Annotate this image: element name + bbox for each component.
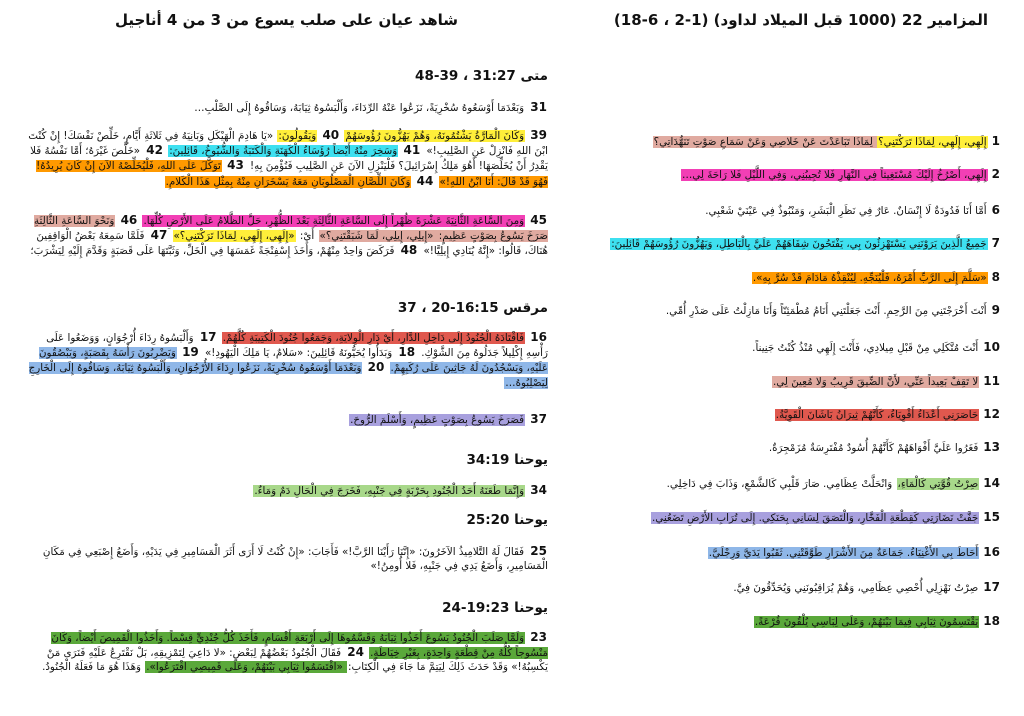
verse-text: أَيْ: <box>296 230 318 243</box>
gospel-paragraph <box>24 544 548 573</box>
verse-text: إِلَهِي، إِلَهِي، لِمَاذَا تَرَكْتَنِي؟ <box>878 136 987 148</box>
gospel-paragraph <box>24 483 548 498</box>
verse-text: فَصَرَخَ يَسُوعُ بِصَوْتٍ عَظِيمٍ، وَأَسْلَمَ الرُّوحَ. <box>350 414 525 426</box>
psalm-verse <box>562 167 1000 182</box>
psalm-verse <box>562 407 1000 422</box>
psalm-verse <box>562 270 1000 285</box>
psalm-verse-number: 14 <box>983 476 1000 490</box>
psalm-verse <box>562 476 1000 491</box>
verse-text: وَإِنَّمَا طَعَنَهُ أَحَدُ الْجُنُودِ بِحَرْبَةٍ فِي جَنْبِهِ، فَخَرَجَ فِي الْحَالِ دَمٌ وَمَاءٌ. <box>254 485 525 497</box>
psalm-verse-number: 12 <box>983 407 1000 421</box>
gospels-title: شاهد عيان على صلب يسوع من 3 من 4 أناجيل <box>114 11 458 29</box>
psalm-verse <box>562 134 1000 149</box>
verse-number: 24 <box>343 645 369 660</box>
verse-text: فَقَالَ لَهُ التَّلامِيذُ الآخَرُونَ: «إِنَّنَا رَأَيْنَا الرَّبَّ!» فَأَجَابَ: «إِنْ كُنْتُ لَا أَرَى أَثَرَ الْمَسَامِيرِ فِي يَدَيْهِ، وَأَضَعُ إِصْبَعِي فِي مَكَانِ الْمَسَامِيرِ، وَأَضَعُ يَدِي فِي جَنْبِهِ، فَلا أُومِنُ!» <box>42 546 548 573</box>
psalm-verse <box>562 545 1000 560</box>
verse-text: وَكَانَ اللِّصَّانِ الْمَصْلُوبَانِ مَعَهُ يَسْخَرَانِ مِنْهُ بِمِثْلِ هَذَا الْكَلامِ. <box>165 175 411 188</box>
verse-text: حَاصَرَنِي أَعْدَاءُ أَقْوِيَاءُ، كَأَنَّهُمْ ثِيرَانُ بَاشَانَ الْقَوِيَّةُ. <box>775 409 979 421</box>
verse-text: وَبَعْدَمَا أَوْسَعُوهُ سُخْرِيَةً، نَزَعُوا رِدَاءَ الأُرْجُوَانِ، وَأَلْبَسُوهُ ثِيَابَهُ، وَسَاقُوهُ إِلَى الْخَارِجِ لِيَصْلِبُوهُ… <box>28 362 548 389</box>
verse-number: 20 <box>363 360 389 375</box>
psalm-verse-number: 7 <box>991 236 1000 250</box>
gospel-paragraph <box>24 330 548 390</box>
verse-number: 40 <box>318 128 344 142</box>
psalm-verse-number: 2 <box>991 167 1000 181</box>
psalm-verse <box>562 340 1000 355</box>
gospel-paragraph <box>24 100 548 115</box>
psalm-verse <box>562 303 1000 318</box>
verse-text: جَمِيعُ الَّذِينَ يَرَوْنَنِي يَسْتَهْزِئُونَ بِي، يَفْتَحُونَ شِفَاهَهُمْ عَلَيَّ بِالْبَاطِلِ، وَيَهُزُّونَ رُؤُوسَهُمْ قَائِلِينَ: <box>611 238 987 250</box>
verse-text: وَكَانَ الْمَارَّةُ يَشْتُمُونَهُ، وَهُمْ يَهُزُّونَ رُؤُوسَهُمْ <box>345 130 525 142</box>
gospel-reference: متى 31:27 ، 39-48 <box>415 68 548 84</box>
verse-text: وَبَعْدَمَا أَوْسَعُوهُ سُخْرِيَةً، نَزَعُوا عَنْهُ الرِّدَاءَ، وَأَلْبَسُوهُ ثِيَابَهُ، وَسَاقُوهُ إِلَى الصَّلْبِ… <box>194 102 525 114</box>
verse-text: وَأَلْبَسُوهُ رِدَاءَ أُرْجُوَانٍ، وَوَضَعُوا عَلَى رَأْسِهِ إِكْلِيلاً جَدَلُوهُ مِنَ الشَّوْكِ. <box>46 332 548 360</box>
psalm-verse-number: 8 <box>991 270 1000 284</box>
verse-number: 25 <box>526 544 547 558</box>
gospel-paragraph <box>24 213 548 259</box>
psalm-verse-number: 13 <box>983 440 1000 454</box>
gospel-paragraph <box>24 412 548 427</box>
psalm-title: المزامير 22 (1000 قبل الميلاد لداود) (1-2 ، 6-18) <box>613 11 988 29</box>
verse-text: وَنَحْوَ السَّاعَةِ الثَّالِثَةِ صَرَخَ يَسُوعُ بِصَوْتٍ عَظِيمٍ: <box>34 215 548 243</box>
psalm-verse <box>562 614 1000 629</box>
gospel-reference: يوحنا 19:23-24 <box>442 600 548 616</box>
verse-text: لِمَاذَا تَبَاعَدْتَ عَنْ خَلاصِي وَعَنْ سَمَاعِ صَوْتِ تَنَهُّدَاتِي؟ <box>653 136 877 148</box>
psalm-verse-number: 9 <box>991 303 1000 317</box>
verse-text: فَلَمَّا سَمِعَهُ بَعْضُ الْوَاقِفِينَ هُنَاكَ، قَالُوا: «إِنَّهُ يُنَادِي إِيلِيَّا!» <box>36 230 548 258</box>
psalm-verse-number: 10 <box>983 340 1000 354</box>
psalm-verse <box>562 510 1000 525</box>
verse-text: «إِلَهِي، إِلَهِي، لِمَاذَا تَرَكْتَنِي؟» <box>173 230 295 243</box>
verse-number: 47 <box>146 228 172 243</box>
gospel-reference: يوحنا 25:20 <box>466 512 548 528</box>
verse-text: «إِيلِي، إِيلِي، لَمَا شَبَقْتَنِي؟» <box>319 230 437 243</box>
verse-text: وَبَدَأُوا يُحَيُّونَهُ قَائِلِينَ: «سَلامٌ، يَا مَلِكَ الْيَهُودِ!» <box>204 347 393 360</box>
verse-text: «خَلَّصَ غَيْرَهُ؛ أَمَّا نَفْسُهُ فَلا يَقْدِرُ أَنْ يُخَلِّصَهَا! أَهُوَ مَلِكُ إِسْرَائِيلَ؟ فَلْيَنْزِلِ الآنَ عَنِ الصَّلِيبِ فَنُؤْمِنَ بِهِ! <box>30 145 548 173</box>
verse-number: 39 <box>526 128 547 142</box>
verse-text: وَمِنَ السَّاعَةِ الثَّانِيَةَ عَشْرَةَ ظُهْراً إِلَى السَّاعَةِ الثَّالِثَةِ بَعْدَ الظُّهْرِ، حَلَّ الظَّلامُ عَلَى الأَرْضِ كُلِّهَا. <box>143 215 525 227</box>
verse-number: 16 <box>526 330 547 344</box>
verse-number: 41 <box>399 143 425 158</box>
psalm-verse <box>562 374 1000 389</box>
verse-text: «يَا هَادِمَ الْهَيْكَلِ وَبَانِيَهُ فِي ثَلاثَةِ أَيَّامٍ، خَلِّصْ نَفْسَكَ! إِنْ كُنْتَ ابْنَ اللهِ فَانْزِلْ عَنِ الصَّلِيبِ!» <box>28 130 548 158</box>
verse-number: 46 <box>116 213 142 227</box>
verse-text: تَوَكَّلَ عَلَى اللهِ، فَلْيُخَلِّصْهُ الآنَ إِنْ كَانَ يُرِيدُهُ! فَهُوَ قَدْ قَالَ: أَنَا ابْنُ اللهِ!» <box>36 160 548 188</box>
verse-text: صِرْتُ قُوَّتِي كَالْمَاءِ، <box>897 478 979 490</box>
verse-number: 19 <box>177 345 203 360</box>
verse-text: «اقْتَسَمُوا ثِيَابِي بَيْنَهُمْ، وَعَلَى قَمِيصِي اقْتَرَعُوا». <box>146 661 347 674</box>
verse-text: لا تَقِفْ بَعِيداً عَنِّي، لأَنَّ الضِّيقَ قَرِيبٌ وَلا مُعِينَ لِي. <box>772 376 979 388</box>
verse-text: فَقَالَ الْجُنُودُ بَعْضُهُمْ لِبَعْضٍ: «لا دَاعِيَ لِتَمْزِيقِهِ، بَلْ نَقْتَرِعُ عَلَيْهِ فَنَرَى مَنْ يَكْسِبُهُ!» وَقَدْ حَدَثَ ذَلِكَ لِيَتِمَّ مَا جَاءَ فِي الْكِتَابِ: <box>46 647 548 674</box>
verse-text: وَيَضْرِبُونَ رَأْسَهُ بِقَصَبَةٍ، وَيَبْصُقُونَ عَلَيْهِ، وَيَسْجُدُونَ لَهُ جَاثِينَ عَلَى رُكَبِهِمْ. <box>38 347 548 375</box>
gospel-paragraph <box>24 128 548 189</box>
verse-text: وَلَمَّا صَلَبَ الْجُنُودُ يَسُوعَ أَخَذُوا ثِيَابَهُ وَقَسَّمُوهَا إِلَى أَرْبَعَةِ أَقْسَامٍ، فَأَخَذَ كُلُّ جُنْدِيٍّ قِسْماً. وَأَخَذُوا الْقَمِيصَ أَيْضاً، وَكَانَ مَنْسُوجاً كُلُّهُ مِنْ قِطْعَةٍ وَاحِدَةٍ، بِغَيْرِ خِيَاطَةٍ. <box>51 632 548 660</box>
verse-text: «سَلَّمَ إِلَى الرَّبِّ أَمْرَهُ، فَلْيُنَجِّهِ. لِيُنْقِذْهُ مَادَامَ قَدْ سُرَّ بِهِ». <box>752 272 987 284</box>
psalm-verse-number: 11 <box>983 374 1000 388</box>
psalm-verse-number: 18 <box>983 614 1000 628</box>
verse-text: وَيَقُولُونَ: <box>278 130 317 142</box>
verse-text: أَنْتَ مُتَّكَلِي مِنْ قَبْلِ مِيلادِي، فَأَنْتَ إِلَهِي مُنْذُ كُنْتُ جَنِيناً. <box>752 342 979 354</box>
psalm-verse <box>562 203 1000 218</box>
verse-number: 45 <box>526 213 547 227</box>
verse-text: يَقْتَسِمُونَ ثِيَابِي فِيمَا بَيْنَهُمْ، وَعَلَى لِبَاسِي يُلْقُونَ قُرْعَةً. <box>754 616 979 628</box>
gospel-reference: يوحنا 34:19 <box>466 452 548 468</box>
verse-number: 48 <box>396 243 422 258</box>
verse-text: صِرْتُ نَهْزِلِي أُحْصِي عِظَامِي، وَهُمْ يُرَاقِبُونَنِي وَيُحَدِّقُونَ فِيَّ. <box>733 582 979 594</box>
psalm-verse <box>562 580 1000 595</box>
verse-text: وَسَخِرَ مِنْهُ أَيْضاً رُؤَسَاءُ الْكَهَنَةِ وَالْكَتَبَةُ وَالشُّيُوخُ، قَائِلِينَ: <box>169 145 398 158</box>
verse-text: وَانْحَلَّتْ عِظَامِي. صَارَ قَلْبِي كَالشَّمْعِ، وَذَابَ فِي دَاخِلِي. <box>666 478 896 490</box>
verse-text: جَفَّتْ نَضَارَتِي كَقِطْعَةِ الْفَخَّارِ، وَالْتَصَقَ لِسَانِي بِحَنَكِي. إِلَى تُرَابِ الأَرْضِ تَضَعُنِي. <box>651 512 979 524</box>
verse-number: 18 <box>394 345 420 360</box>
verse-number: 44 <box>412 173 438 188</box>
verse-number: 34 <box>526 483 547 497</box>
verse-text: فَرَكَضَ وَاحِدٌ مِنْهُمْ، وَأَخَذَ إِسْفِنْجَةً غَمَسَهَا فِي الْخَلِّ، وَثَبَّتَهَا عَلَى قَصَبَةٍ وَقَدَّمَ إِلَيْهِ لِيَشْرَبَ؛ <box>30 245 395 258</box>
verse-number: 23 <box>526 630 547 644</box>
verse-number: 17 <box>195 330 221 344</box>
verse-number: 42 <box>142 143 168 158</box>
psalm-verse-number: 17 <box>983 580 1000 594</box>
verse-text: إِلَهِي، أَصْرُخُ إِلَيْكَ مُسْتَغِيثاً فِي النَّهَارِ فَلا تُجِيبُنِي، وَفِي اللَّيْلِ فَلا رَاحَةَ لِي… <box>682 169 987 181</box>
verse-number: 43 <box>222 158 249 173</box>
psalm-verse-number: 16 <box>983 545 1000 559</box>
verse-text: وَهَذَا هُوَ مَا فَعَلَهُ الْجُنُودُ. <box>42 661 145 674</box>
psalm-verse-number: 1 <box>991 134 1000 148</box>
gospel-reference: مرقس 16:15-20 ، 37 <box>397 300 548 316</box>
psalm-verse-number: 6 <box>991 203 1000 217</box>
verse-text: أَحَاطَ بِي الأَغْنِيَاءُ. جَمَاعَةٌ مِنَ الأَشْرَارِ طَوَّقَتْنِي. ثَقَبُوا يَدَيَّ وَرِجْلَيَّ. <box>708 547 979 559</box>
verse-text: فَغَرُوا عَلَيَّ أَفْوَاهَهُمْ كَأَنَّهُمْ أُسُودٌ مُفْتَرِسَةٌ مُزَمْجِرَةٌ. <box>768 442 979 454</box>
verse-text: فَاقْتَادَهُ الْجُنُودُ إِلَى دَاخِلِ الدَّارِ، أَيْ دَارِ الْوِلايَةِ، وَجَمَعُوا جُنُودَ الْكَتِيبَةِ كُلَّهُمْ. <box>222 332 525 344</box>
gospel-paragraph <box>24 630 548 675</box>
verse-text: أَنْتَ أَخْرَجْتَنِي مِنَ الرَّحِمِ. أَنْتَ جَعَلْتَنِي أَنَامُ مُطْمَئِنّاً وَأَنَا مَازِلْتُ عَلَى صَدْرِ أُمِّي. <box>665 305 987 317</box>
psalm-verse <box>562 440 1000 455</box>
psalm-verse-number: 15 <box>983 510 1000 524</box>
verse-number: 37 <box>526 412 547 426</box>
verse-text: أَمَّا أَنَا فَدُودَةٌ لَا إِنْسَانٌ. عَارٌ فِي نَظَرِ الْبَشَرِ، وَمَنْبُوذٌ فِي عَيْنَيْ شَعْبِي. <box>705 205 987 217</box>
psalm-verse <box>562 236 1000 251</box>
verse-number: 31 <box>526 100 547 114</box>
